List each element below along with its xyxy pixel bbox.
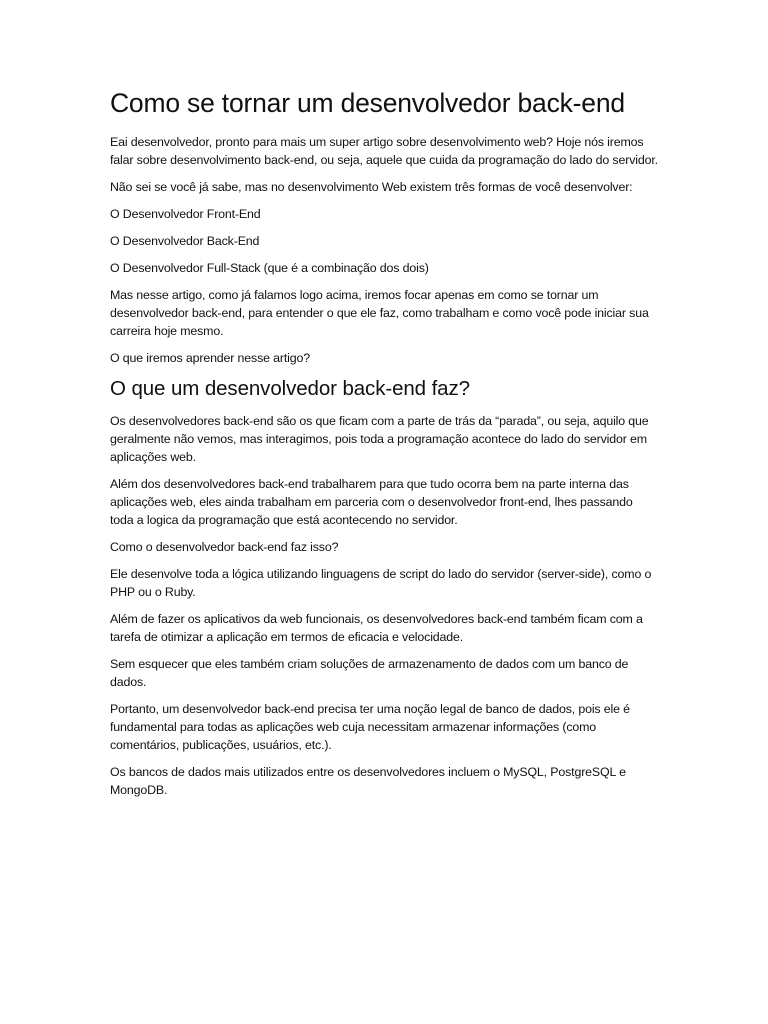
intro-paragraph: Não sei se você já sabe, mas no desenvolvimento Web existem três formas de você desenvolver: — [110, 180, 633, 194]
section-paragraph: Sem esquecer que eles também criam soluções de armazenamento de dados com um banco de dados. — [110, 657, 629, 689]
intro-question: O que iremos aprender nesse artigo? — [110, 351, 311, 365]
section-paragraph: Além dos desenvolvedores back-end trabalharem para que tudo ocorra bem na parte interna das aplicações web, eles ainda trabalham em parceria com o desenvolvedor front-end, lhes passando toda a logica da programação que está acontecendo no servidor. — [110, 477, 633, 527]
article-body — [110, 86, 658, 808]
intro-paragraph: Mas nesse artigo, como já falamos logo acima, iremos focar apenas em como se tornar um desenvolvedor back-end, para entender o que ele faz, como trabalham e como você pode iniciar sua carreira hoje mesmo. — [110, 288, 649, 338]
section-question: Como o desenvolvedor back-end faz isso? — [110, 540, 339, 554]
section-paragraph: Portanto, um desenvolvedor back-end precisa ter uma noção legal de banco de dados, pois ele é fundamental para todas as aplicações web cuja necessitam armazenar informações (como comentários, publicações, usuários, etc.). — [110, 702, 630, 752]
section-paragraph: Ele desenvolve toda a lógica utilizando linguagens de script do lado do servidor (server-side), como o PHP ou o Ruby. — [110, 567, 652, 599]
article-title: Como se tornar um desenvolvedor back-end — [110, 88, 625, 118]
section-paragraph: Os desenvolvedores back-end são os que ficam com a parte de trás da “parada”, ou seja, aquilo que geralmente não vemos, mas interagimos, pois toda a programação acontece do lado do servidor em aplicações web. — [110, 414, 649, 464]
section-heading: O que um desenvolvedor back-end faz? — [110, 377, 470, 400]
section-paragraph: Os bancos de dados mais utilizados entre os desenvolvedores incluem o MySQL, PostgreSQL e MongoDB. — [110, 765, 626, 797]
list-item-full-stack: O Desenvolvedor Full-Stack (que é a combinação dos dois) — [110, 261, 429, 275]
list-item-back-end: O Desenvolvedor Back-End — [110, 234, 260, 248]
list-item-front-end: O Desenvolvedor Front-End — [110, 207, 261, 221]
section-paragraph: Além de fazer os aplicativos da web funcionais, os desenvolvedores back-end também ficam com a tarefa de otimizar a aplicação em termos de eficacia e velocidade. — [110, 612, 643, 644]
intro-paragraph: Eai desenvolvedor, pronto para mais um super artigo sobre desenvolvimento web? Hoje nós iremos falar sobre desenvolvimento back-end, ou seja, aquele que cuida da programação do lado do servidor. — [110, 135, 658, 167]
